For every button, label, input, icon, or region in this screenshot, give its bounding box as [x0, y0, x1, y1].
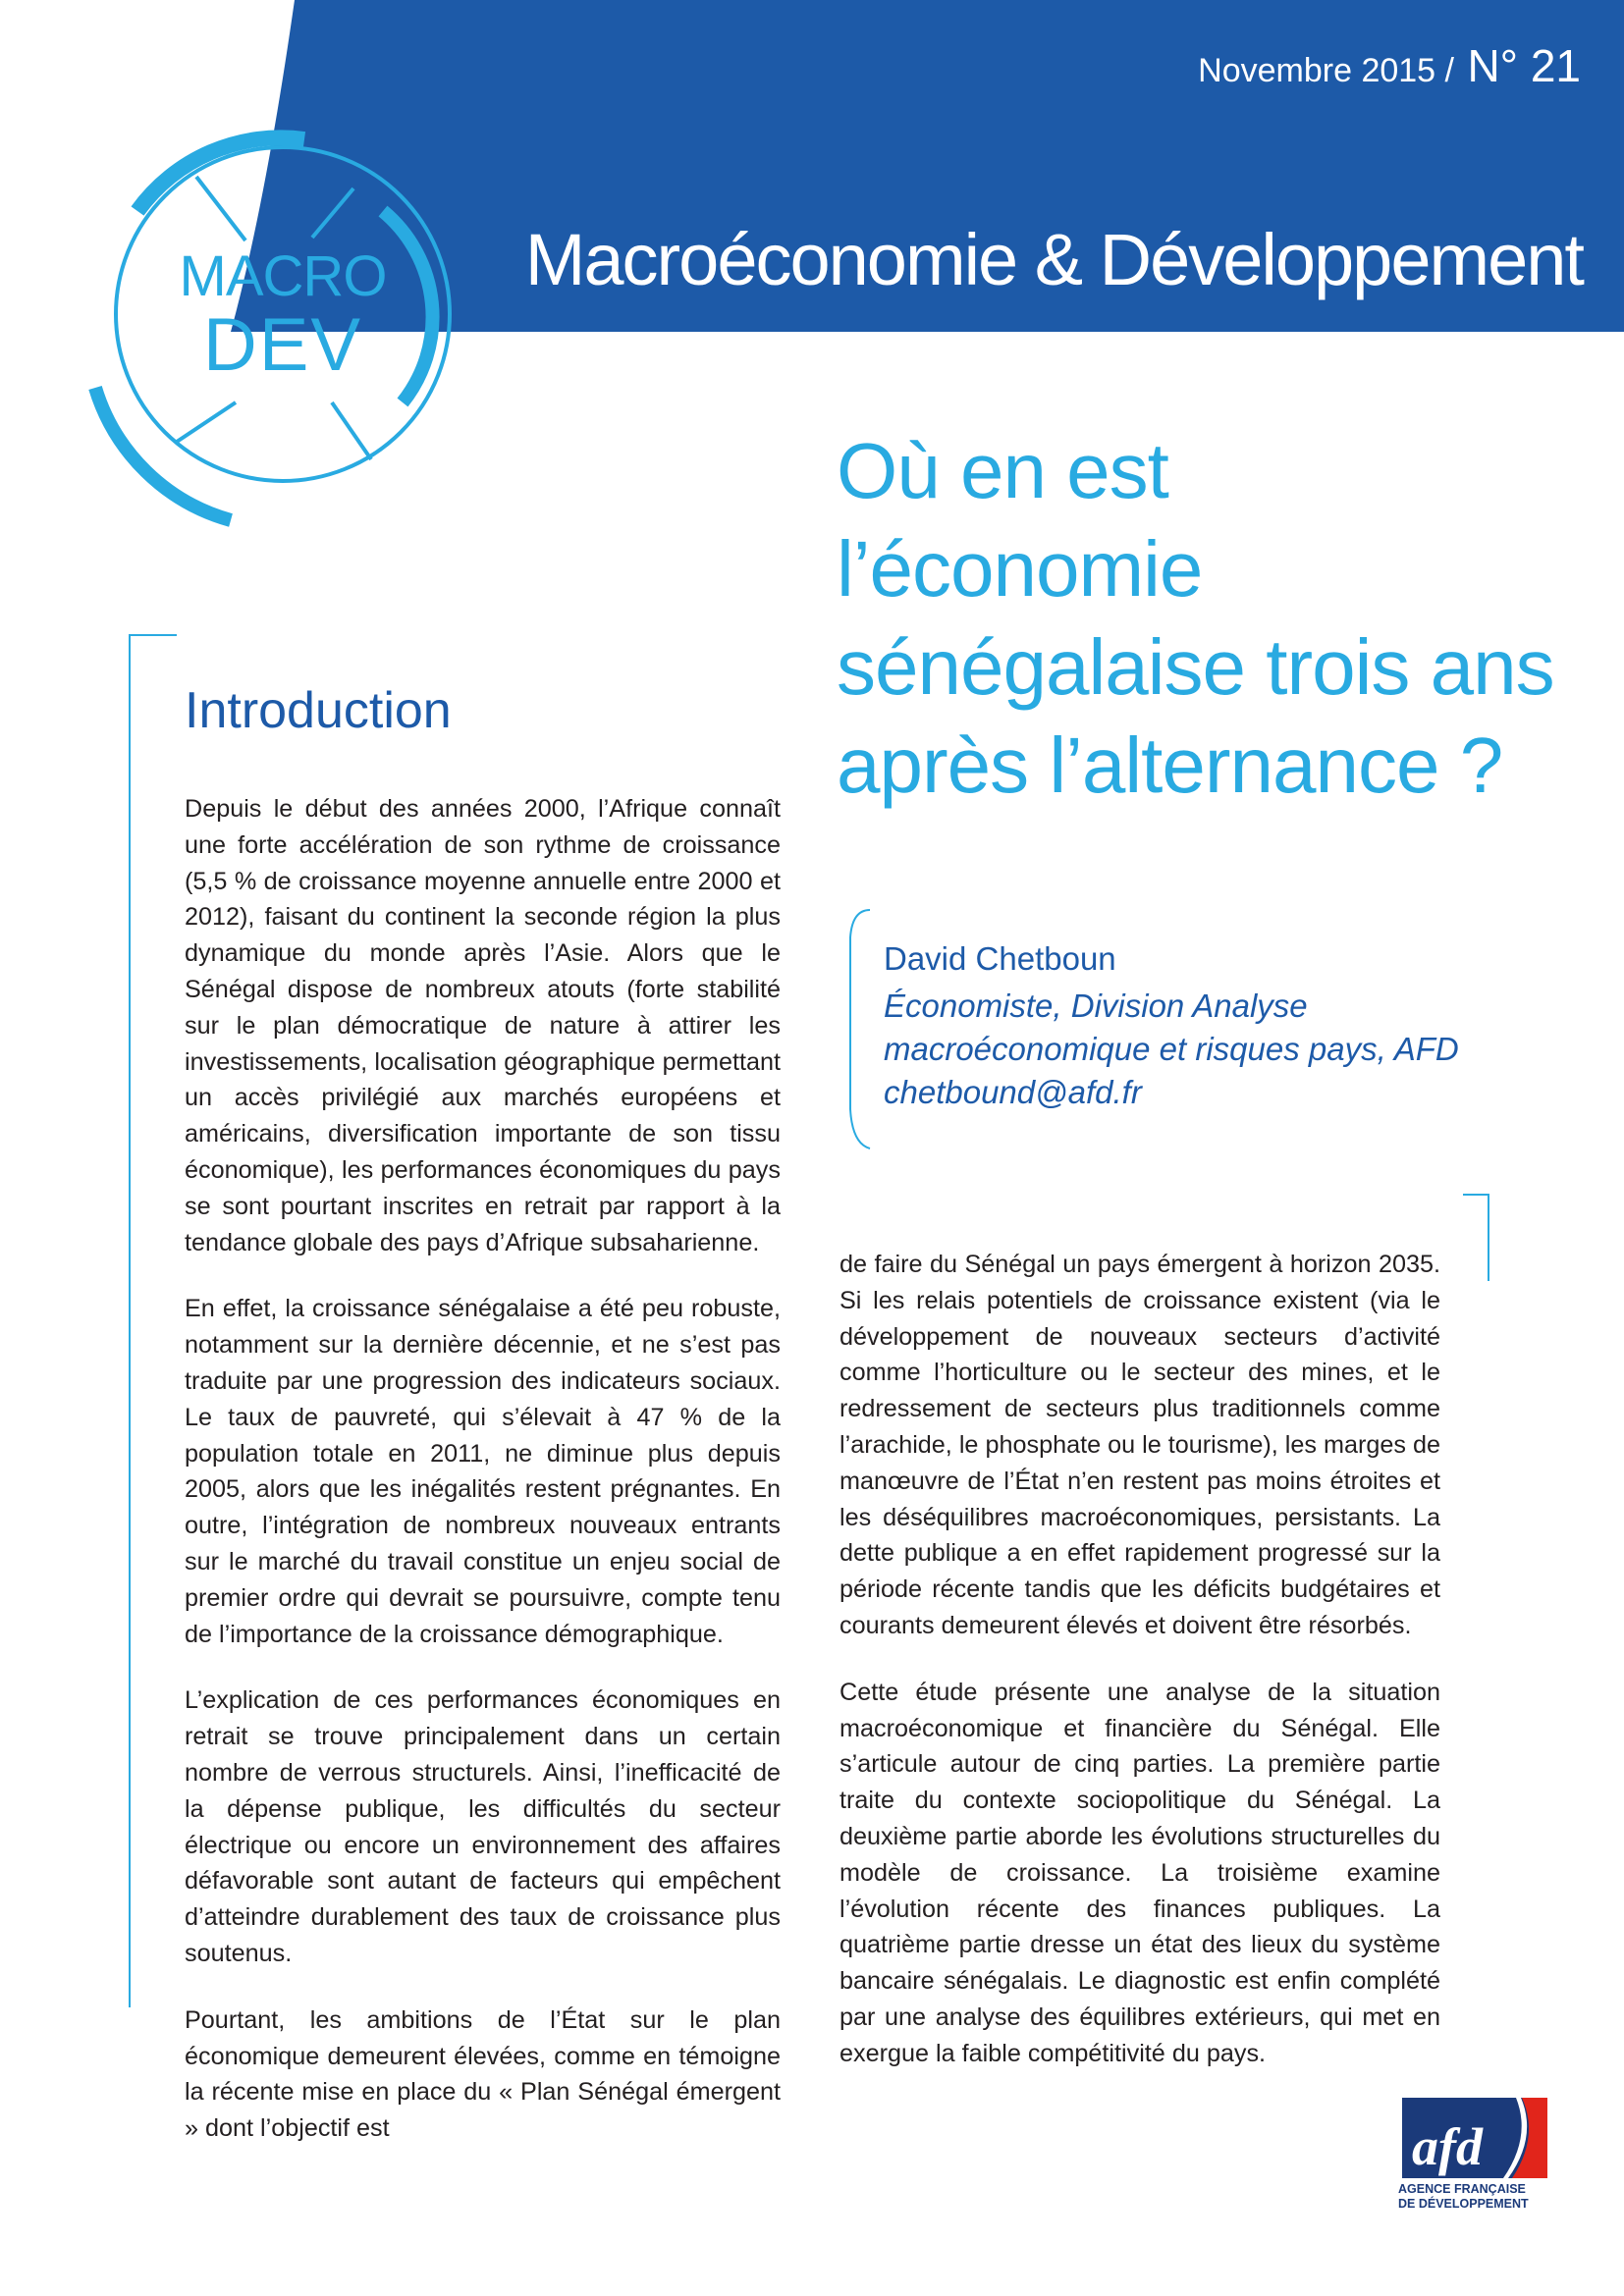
right-paragraph-2: Cette étude présente une analyse de la situation macroéconomique et financière du Sénégal. Elle s’articule autour de cinq parties. La première partie traite du contexte sociopolitique du Sénégal. La deuxième partie aborde les évolutions structurelles du modèle de croissance. La troisième examine l’évolution récente des finances publiques. La quatrième partie dresse un état des lieux du système bancaire sénégalais. Le diagnostic est enfin complété par une analyse des équilibres extérieurs, qui met en exergue la faible compétitivité du pays. — [839, 1678, 1440, 2067]
afd-caption-line-2: DE DÉVELOPPEMENT — [1398, 2197, 1529, 2211]
author-role-line-1: Économiste, Division Analyse — [884, 988, 1308, 1024]
intro-heading: Introduction — [185, 682, 452, 739]
left-paragraph-2: En effet, la croissance sénégalaise a été peu robuste, notamment sur la dernière décennie, et ne s’est pas traduite par une progression des indicateurs sociaux. Le taux de pauvreté, qui s’élevait à 47 % de la population totale en 2011, ne diminue plus depuis 2005, alors que les inégalités restent prégnantes. En outre, l’intégration de nombreux nouveaux entrants sur le marché du travail constitue un enjeu social de premier ordre qui devrait se poursuivre, compte tenu de l’importance de la croissance démographique. — [185, 1295, 781, 1648]
author-role-line-2: macroéconomique et risques pays, AFD — [884, 1031, 1459, 1067]
title-line-4: après l’alternance ? — [837, 721, 1503, 809]
title-line-2: l’économie — [837, 525, 1203, 613]
right-paragraph-1: de faire du Sénégal un pays émergent à horizon 2035. Si les relais potentiels de croissance existent (via le développement de nouveaux secteurs d’activité comme l’horticulture ou le secteur des mines, et le redressement de secteurs plus traditionnels comme l’arachide, le phosphate ou le tourisme), les marges de manœuvre de l’État n’en restent pas moins étroites et les déséquilibres macroéconomiques, persistants. La dette publique a en effet rapidement progressé sur la période récente tandis que les déficits budgétaires et courants demeurent élevés et doivent être résorbés. — [839, 1251, 1440, 1639]
left-paragraph-4: Pourtant, les ambitions de l’État sur le plan économique demeurent élevées, comme en témoigne la récente mise en place du « Plan Sénégal émergent » dont l’objectif est — [185, 2005, 781, 2143]
right-column-bracket — [1463, 1193, 1492, 1281]
intro-left-bracket — [128, 633, 187, 2007]
document-title — [837, 422, 1583, 815]
logo-macro-text: MACRO — [179, 244, 387, 308]
left-paragraph-3: L’explication de ces performances économiques en retrait se trouve principalement dans un certain nombre de verrous structurels. Ainsi, l’inefficacité de la dépense publique, les difficultés du secteur électrique ou encore un environnement des affaires défavorable sont autant de facteurs qui empêchent d’atteindre durablement des taux de croissance plus soutenus. — [185, 1686, 781, 1967]
series-title: Macroéconomie & Développement — [524, 219, 1583, 300]
right-column — [839, 1247, 1440, 2103]
author-email: chetbound@afd.fr — [884, 1074, 1142, 1110]
afd-logo-mark: afd — [1412, 2117, 1483, 2176]
issue-date: Novembre 2015 / — [1198, 52, 1454, 89]
afd-logo — [1402, 2098, 1547, 2243]
title-line-3: sénégalaise trois ans — [837, 623, 1554, 711]
left-column — [185, 791, 781, 2177]
title-line-1: Où en est — [837, 427, 1168, 514]
author-bracket — [840, 908, 880, 1153]
macrodev-logo — [59, 118, 491, 550]
afd-caption-line-1: AGENCE FRANÇAISE — [1398, 2182, 1526, 2196]
issue-line — [1198, 39, 1581, 92]
logo-dev-text: DEV — [202, 303, 363, 387]
author-name: David Chetboun — [884, 940, 1116, 977]
issue-number: N° 21 — [1467, 40, 1581, 91]
left-paragraph-1: Depuis le début des années 2000, l’Afrique connaît une forte accélération de son rythme de croissance (5,5 % de croissance moyenne annuelle entre 2000 et 2012), faisant du continent la seconde région la plus dynamique du monde après l’Asie. Alors que le Sénégal dispose de nombreux atouts (forte stabilité sur le plan démocratique de nature à attirer les investissements, localisation géographique permettant un accès privilégié aux marchés européens et américains, diversification importante de son tissu économique), les performances économiques du pays se sont pourtant inscrites en retrait par rapport à la tendance globale des pays d’Afrique subsaharienne. — [185, 795, 781, 1256]
